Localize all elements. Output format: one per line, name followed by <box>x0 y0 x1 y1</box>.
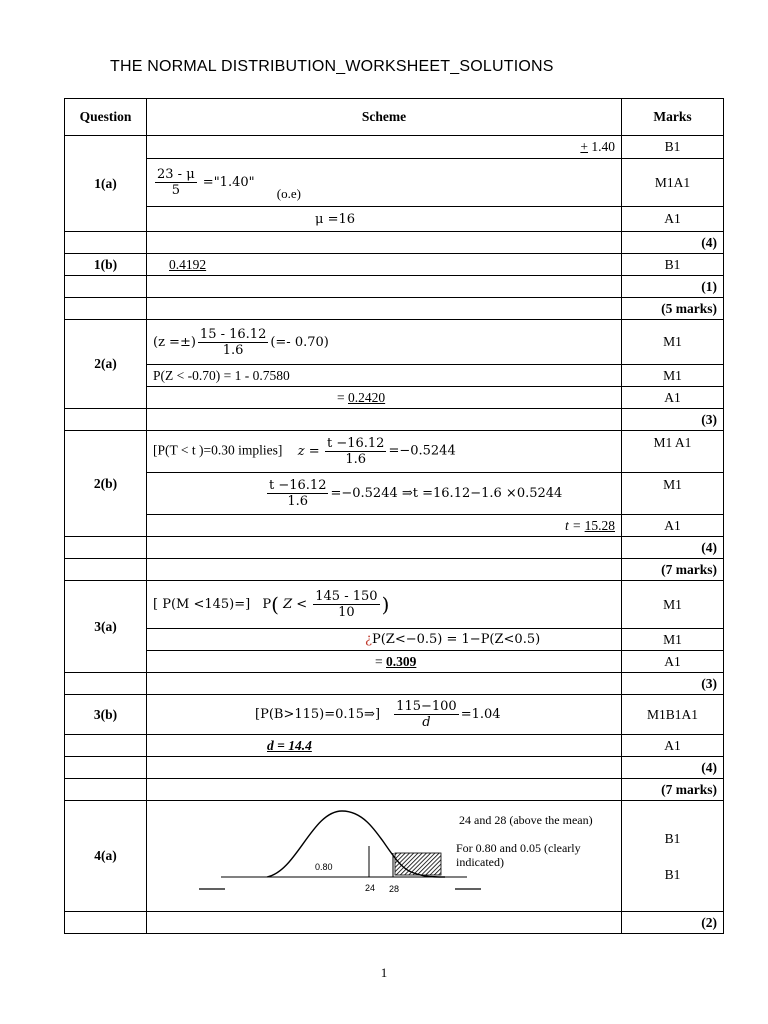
scheme-cell: μ =16 <box>147 207 622 232</box>
mark-cell <box>622 801 724 912</box>
table-row <box>65 254 724 276</box>
table-row <box>65 735 724 757</box>
table-row <box>65 365 724 387</box>
subtotal: (4) <box>622 537 724 559</box>
subtotal: (2) <box>622 912 724 934</box>
table-row <box>65 651 724 673</box>
scheme-cell: = 0.2420 <box>147 387 622 409</box>
mark-cell: M1 <box>622 581 724 629</box>
table-row <box>65 515 724 537</box>
header-marks: Marks <box>622 99 724 136</box>
scheme-cell <box>147 801 622 912</box>
scheme-cell <box>147 159 622 207</box>
header-question: Question <box>65 99 147 136</box>
note-indicated: For 0.80 and 0.05 (clearly indicated) <box>456 841 581 869</box>
mark-scheme-table <box>64 98 724 934</box>
scheme-cell: P(Z < -0.70) = 1 - 0.7580 <box>147 365 622 387</box>
header-row <box>65 99 724 136</box>
subtotal-row <box>65 912 724 934</box>
scheme-cell: t = 15.28 <box>147 515 622 537</box>
tick-label-28: 28 <box>389 884 400 894</box>
tick-label-24: 24 <box>365 883 376 893</box>
subtotal: (3) <box>622 673 724 695</box>
table-row <box>65 801 724 912</box>
mark-cell: M1 <box>622 365 724 387</box>
subtotal: (4) <box>622 232 724 254</box>
scheme-cell: [ P(M <145)=] P( Z < $\frac{145 - 150}{10}$ ) <box>147 581 622 629</box>
subtotal-row <box>65 232 724 254</box>
table-row <box>65 387 724 409</box>
scheme-cell: = 0.309 <box>147 651 622 673</box>
fraction: $\frac{15 - 16.12}{1.6}$ <box>199 326 267 358</box>
subtotal-row <box>65 757 724 779</box>
z-value: 1.40 <box>591 139 615 154</box>
fraction: $\frac{t -16.12}{1.6}$ <box>326 436 385 467</box>
subtotal: (1) <box>622 276 724 298</box>
shaded-region <box>395 853 441 875</box>
question-label: 2(b) <box>65 431 147 537</box>
header-scheme: Scheme <box>147 99 622 136</box>
total-row <box>65 559 724 581</box>
mark-cell: B1 <box>622 254 724 276</box>
mark-cell: B1 <box>622 136 724 159</box>
scheme-cell: [P(B>115)=0.15⇒] $\frac{115-100}{d}$ =1.04 <box>147 695 622 735</box>
total-marks: (7 marks) <box>622 779 724 801</box>
subtotal-row <box>65 409 724 431</box>
table-row <box>65 695 724 735</box>
question-label: 1(a) <box>65 136 147 232</box>
mark-cell: A1 <box>622 207 724 232</box>
scheme-cell: (z =±) $\frac{15 - 16.12}{1.6}$ (=- 0.70) <box>147 320 622 365</box>
mark-cell: A1 <box>622 515 724 537</box>
question-label: 3(a) <box>65 581 147 673</box>
fraction: $\frac{115-100}{d}$ <box>396 699 457 730</box>
mark-cell: M1 <box>622 473 724 515</box>
area-label: 0.80 <box>315 862 333 872</box>
table-row <box>65 320 724 365</box>
mark-b1-first: B1 <box>664 831 681 846</box>
page-number: 1 <box>380 965 388 980</box>
mark-cell: A1 <box>622 735 724 757</box>
question-label: 1(b) <box>65 254 147 276</box>
table-row <box>65 473 724 515</box>
document-title: THE NORMAL DISTRIBUTION_WORKSHEET_SOLUTIONS <box>110 58 554 75</box>
scheme-cell: d = 14.4 <box>147 735 622 757</box>
scheme-cell: ¿P(Z<−0.5) = 1−P(Z<0.5) <box>147 629 622 651</box>
mark-cell: M1 <box>622 320 724 365</box>
total-marks: (5 marks) <box>622 298 724 320</box>
total-marks: (7 marks) <box>622 559 724 581</box>
mark-cell: A1 <box>622 651 724 673</box>
question-label: 4(a) <box>65 801 147 912</box>
fraction: $\frac{145 - 150}{10}$ <box>315 589 378 620</box>
plus-minus: + <box>580 139 588 154</box>
fraction: $\frac{t -16.12}{1.6}$ <box>269 478 327 509</box>
total-row <box>65 298 724 320</box>
equation-rhs: ="1.40" <box>202 175 255 190</box>
subtotal-row <box>65 537 724 559</box>
scheme-cell: $\frac{t -16.12}{1.6}$ =−0.5244 ⇒t =16.12−1.6 ×0.5244 <box>147 473 622 515</box>
question-label: 2(a) <box>65 320 147 409</box>
scheme-cell: 0.4192 <box>147 254 622 276</box>
table-row <box>65 629 724 651</box>
subtotal: (3) <box>622 409 724 431</box>
scheme-cell <box>147 136 622 159</box>
subtotal-row <box>65 673 724 695</box>
total-row <box>65 779 724 801</box>
table-row <box>65 431 724 473</box>
oe-note: (o.e) <box>276 186 301 201</box>
table-row <box>65 207 724 232</box>
mark-cell: M1 <box>622 629 724 651</box>
mark-cell: M1B1A1 <box>622 695 724 735</box>
table-row <box>65 581 724 629</box>
scheme-cell: [P(T < t )=0.30 implies] z = $\frac{t -16.12}{1.6}$ =−0.5244 <box>147 431 622 473</box>
table-row <box>65 136 724 159</box>
question-label: 3(b) <box>65 695 147 735</box>
subtotal-row <box>65 276 724 298</box>
note-above-mean: 24 and 28 (above the mean) <box>459 813 593 827</box>
mark-b1-second: B1 <box>664 867 681 882</box>
subtotal: (4) <box>622 757 724 779</box>
mark-cell: A1 <box>622 387 724 409</box>
mark-cell: M1A1 <box>622 159 724 207</box>
fraction: $\frac{23 - \mu}{5}$ <box>157 167 195 198</box>
table-row <box>65 159 724 207</box>
mark-cell: M1 A1 <box>622 431 724 473</box>
